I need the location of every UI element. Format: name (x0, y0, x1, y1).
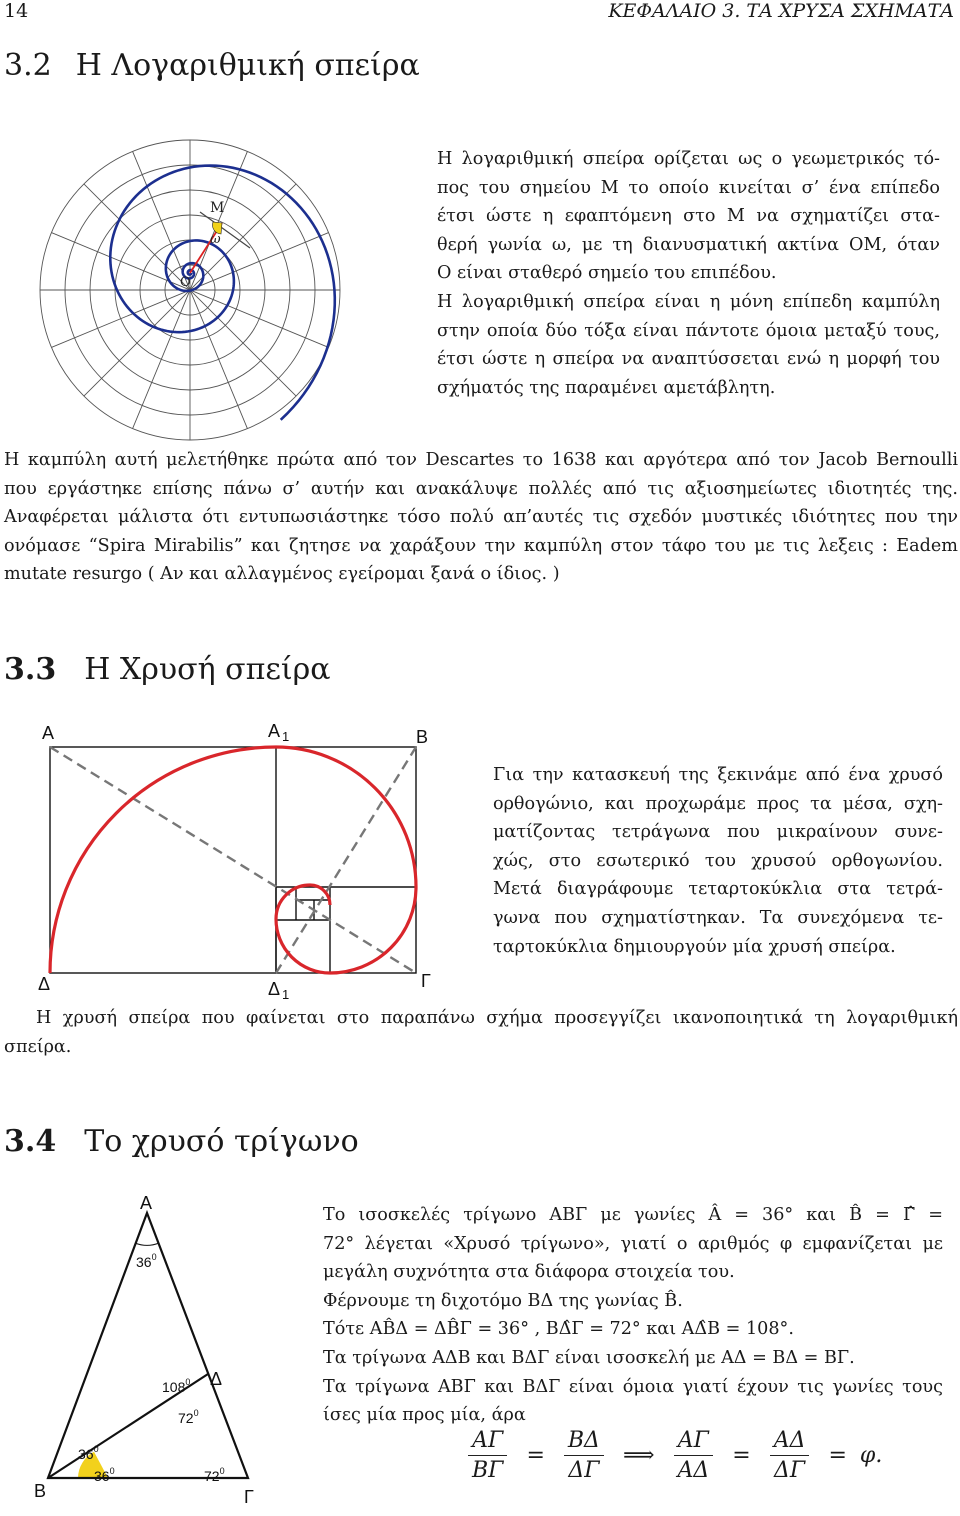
text-line: Η λογαριθμική σπείρα είναι η μόνη επίπεδη καμπύλη (437, 291, 940, 312)
section-number: 3.2 (4, 48, 52, 83)
text-line: Μετά διαγράφουμε τεταρτοκύκλια στα τετρά- (493, 879, 943, 900)
label-Gamma: Γ (421, 971, 431, 991)
text-line: Τα τρίγωνα ΑΒΓ και ΒΔΓ είναι όμοια γιατί έχουν τις γωνίες τους (323, 1376, 943, 1397)
text-line: Το ισοσκελές τρίγωνο ΑΒΓ με γωνίες Â = 36° και B̂ = Γ̂ = (323, 1205, 943, 1225)
text-line: Τα τρίγωνα ΑΔΒ και ΒΔΓ είναι ισοσκελή με ΑΔ = ΒΔ = ΒΓ. (323, 1347, 855, 1368)
label-Gamma: Γ (244, 1487, 254, 1507)
section-title: Η Λογαριθμική σπείρα (75, 48, 420, 83)
angle-label-BDG: $72^0$ (178, 1408, 199, 1426)
section-number: 3.4 (4, 1124, 57, 1159)
label-Delta: Δ (38, 974, 51, 994)
text-line: 72° λέγεται «Χρυσό τρίγωνο», γιατί ο αριθμός φ εμφανίζεται με (323, 1233, 943, 1254)
angle-label-G: $72^0$ (204, 1466, 225, 1484)
text-line: Η καμπύλη αυτή μελετήθηκε πρώτα από τον Descartes το 1638 και αργότερα από τον Jacob Bernoulli (4, 450, 958, 470)
label-A: A (140, 1193, 153, 1213)
text-line: ονόμασε “Spira Mirabilis” και ζητησε να χαράξουν την καμπύλη στον τάφο του με τις λεξεις : Eadem (4, 535, 958, 556)
text-line: ματίζοντας τετράγωνα που μικραίνουν συνε- (493, 822, 943, 843)
golden-ratio-formula: $\frac{A\Gamma}{B\Gamma}$ = $\frac{B\Delta}{\Delta\Gamma}$ ⟹ $\frac{A\Gamma}{A\Delta}$ = $\frac{A\Delta}{\Delta\Gamma}$ = φ. (462, 1428, 882, 1483)
label-O: O (180, 275, 191, 290)
angle-label-B2: $36^0$ (94, 1466, 115, 1484)
text-line: έτσι ώστε η σπείρα να αναπτύσσεται ενώ η μορφή του (437, 349, 940, 370)
section-title: Η Χρυσή σπείρα (84, 652, 331, 687)
text-line: σχήματός της παραμένει αμετάβλητη. (437, 377, 776, 398)
fraction: $\frac{A\Delta}{\Delta\Gamma}$ (770, 1428, 810, 1483)
angle-label-B1: $36^0$ (78, 1444, 99, 1462)
text-line: ορθογώνιο, και προχωράμε προς τα μέσα, σχη- (493, 793, 943, 814)
text-line: O είναι σταθερό σημείο του επιπέδου. (437, 263, 777, 284)
fraction: $\frac{B\Delta}{\Delta\Gamma}$ (564, 1428, 604, 1483)
text-line: γωνα που σχηματίστηκαν. Τα συνεχόμενα τε- (493, 907, 943, 928)
text-line: θερή γωνία ω, με τη διανυσματική ακτίνα OM, όταν (437, 234, 940, 255)
label-B: B (34, 1481, 47, 1501)
section-heading-3-2 (4, 48, 420, 83)
spiral-definition (437, 145, 940, 402)
section-number: 3.3 (4, 652, 57, 687)
text-line: έτσι ώστε η εφαπτόμενη στο M να σχηματίζει στα- (437, 206, 940, 227)
text-line: Η χρυσή σπείρα που φαίνεται στο παραπάνω σχήμα προσεγγίζει ικανοποιητικά τη λογαριθμική (36, 1008, 958, 1028)
label-Delta: Δ (210, 1369, 223, 1389)
text-line: ταρτοκύκλια δημιουργούν μία χρυσή σπείρα. (493, 936, 896, 957)
phi-result: φ. (859, 1443, 883, 1468)
triangle-ABG (48, 1213, 248, 1478)
text-line: που εργάστηκε επίσης πάνω σ’ αυτήν και ανακάλυψε πολλές από τις αξιοσημείωτες ιδιοτητές της. (4, 478, 958, 499)
label-B: B (416, 727, 429, 747)
text-line: Αναφέρεται μάλιστα ότι εντυπωσιάστηκε τόσο πολύ απ’αυτές τις σχεδόν μυστικές ιδιότητες που την (4, 507, 958, 528)
text-line: mutate resurgo ( Αν και αλλαγμένος εγείρομαι ξανά ο ίδιος. ) (4, 564, 560, 585)
golden-spiral-description (493, 761, 943, 961)
page-number: 14 (4, 0, 29, 22)
angle-label-ADB: $108^0$ (162, 1377, 191, 1395)
section-title: Το χρυσό τρίγωνο (84, 1124, 359, 1159)
section-heading-3-3 (4, 652, 331, 687)
text-line: πος του σημείου M το οποίο κινείται σ’ ένα επίπεδο (437, 177, 940, 198)
diagonals (50, 747, 416, 973)
text-line: σπείρα. (4, 1036, 72, 1057)
logarithmic-spiral-figure (30, 130, 350, 450)
angle-A-arc (135, 1243, 159, 1245)
text-line: ίσες μία προς μία, άρα (323, 1405, 526, 1426)
golden-triangle-figure (20, 1185, 280, 1515)
fraction: $\frac{A\Gamma}{B\Gamma}$ (468, 1428, 507, 1483)
text-line: στην οποία δύο τόξα είναι πάντοτε όμοια μεταξύ τους, (437, 320, 940, 341)
spiral-history (4, 446, 958, 589)
label-omega: ω (210, 232, 221, 247)
text-line: μεγάλη συχνότητα στα διάφορα στοιχεία του. (323, 1262, 735, 1283)
label-Delta1: Δ $_1$ (268, 979, 290, 1002)
angle-label-A: $36^0$ (136, 1252, 157, 1270)
label-M: M (210, 200, 225, 216)
section-heading-3-4 (4, 1124, 359, 1159)
label-A: A (42, 723, 55, 743)
golden-triangle-text (323, 1201, 943, 1430)
chapter-header: ΚΕΦΑΛΑΙΟ 3. ΤΑ ΧΡΥΣΑ ΣΧΗΜΑΤΑ (608, 0, 954, 22)
label-A1: A $_1$ (268, 721, 290, 744)
golden-spiral-figure (30, 715, 450, 1015)
text-line: χώς, στο εσωτερικό του χρυσού ορθογωνίου. (493, 850, 943, 871)
text-line: Η λογαριθμική σπείρα ορίζεται ως ο γεωμετρικός τό- (437, 149, 940, 169)
golden-spiral-note (4, 1004, 958, 1061)
fraction: $\frac{A\Gamma}{A\Delta}$ (673, 1428, 713, 1483)
text-line: Φέρνουμε τη διχοτόμο ΒΔ της γωνίας B̂. (323, 1290, 683, 1311)
text-line: Τότε ΑB̂Δ = ΔB̂Γ = 36° , BΔ̂Γ = 72° και AΔ̂B = 108°. (323, 1319, 794, 1340)
text-line: Για την κατασκευή της ξεκινάμε από ένα χρυσό (493, 765, 943, 785)
